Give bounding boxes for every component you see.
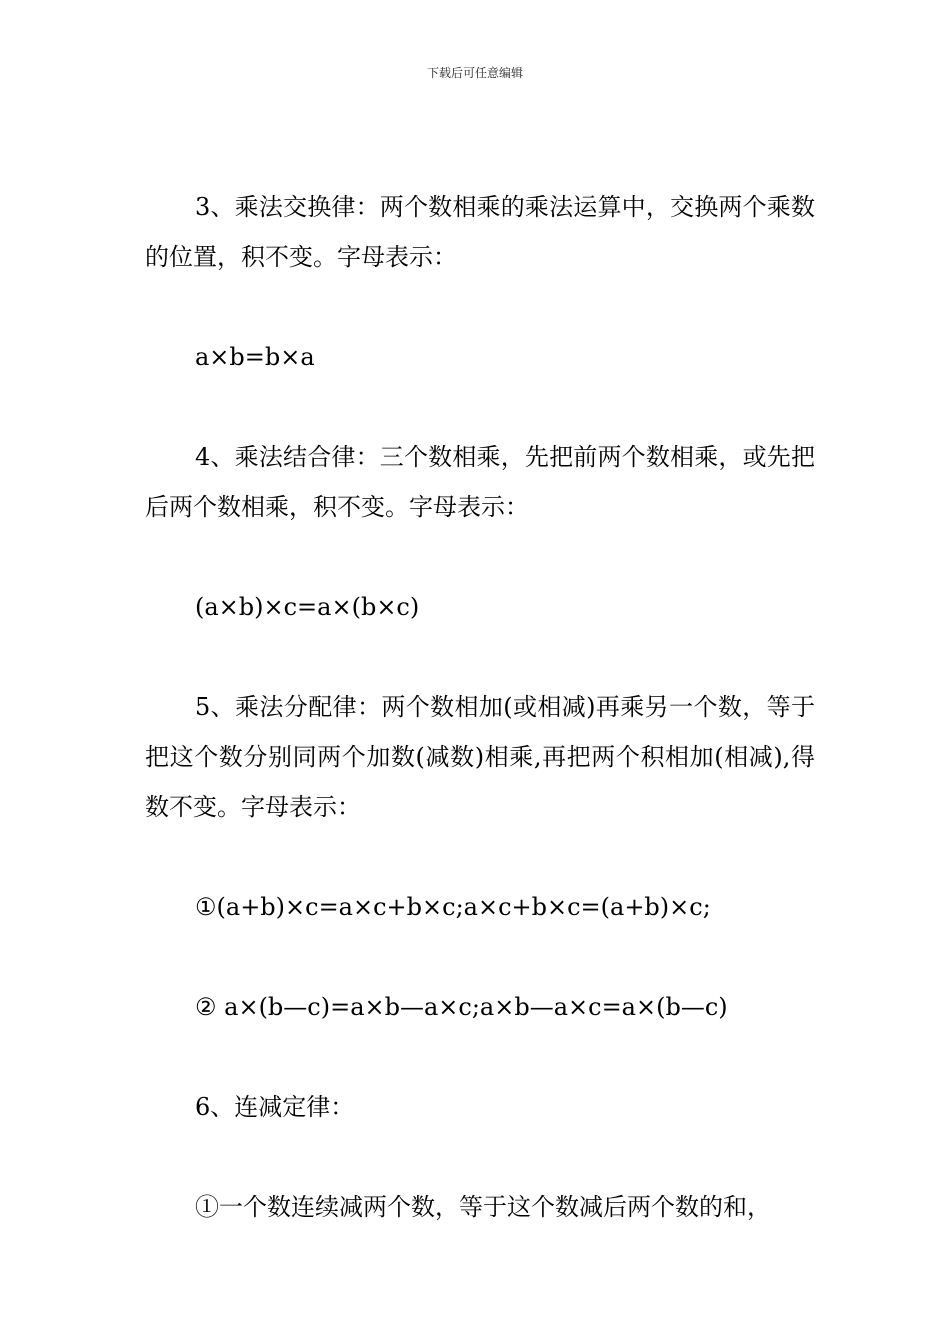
paragraph-subtraction-law: 6、连减定律：: [195, 1093, 355, 1121]
formula-distributive-add: ①(a+b)×c=a×c+b×c;a×c+b×c=(a+b)×c;: [195, 893, 711, 921]
paragraph-distributive-law: 5、乘法分配律：两个数相加(或相减)再乘另一个数，等于把这个数分别同两个加数(减数)相乘,再把两个积相加(相减),得数不变。字母表示：: [145, 693, 815, 821]
formula-commutative: a×b=b×a: [195, 343, 315, 371]
formula-associative: (a×b)×c=a×(b×c): [195, 593, 420, 621]
paragraph-associative-law: 4、乘法结合律：三个数相乘，先把前两个数相乘，或先把后两个数相乘，积不变。字母表示：: [145, 443, 815, 521]
formula-distributive-subtract: ② a×(b—c)=a×b—a×c;a×b—a×c=a×(b—c): [195, 993, 728, 1021]
paragraph-subtraction-rule-1: ①一个数连续减两个数，等于这个数减后两个数的和，: [195, 1193, 771, 1221]
header-note: 下载后可任意编辑: [426, 66, 523, 80]
paragraph-commutative-law: 3、乘法交换律：两个数相乘的乘法运算中，交换两个乘数的位置，积不变。字母表示：: [145, 193, 815, 271]
document-body: [145, 182, 815, 1232]
